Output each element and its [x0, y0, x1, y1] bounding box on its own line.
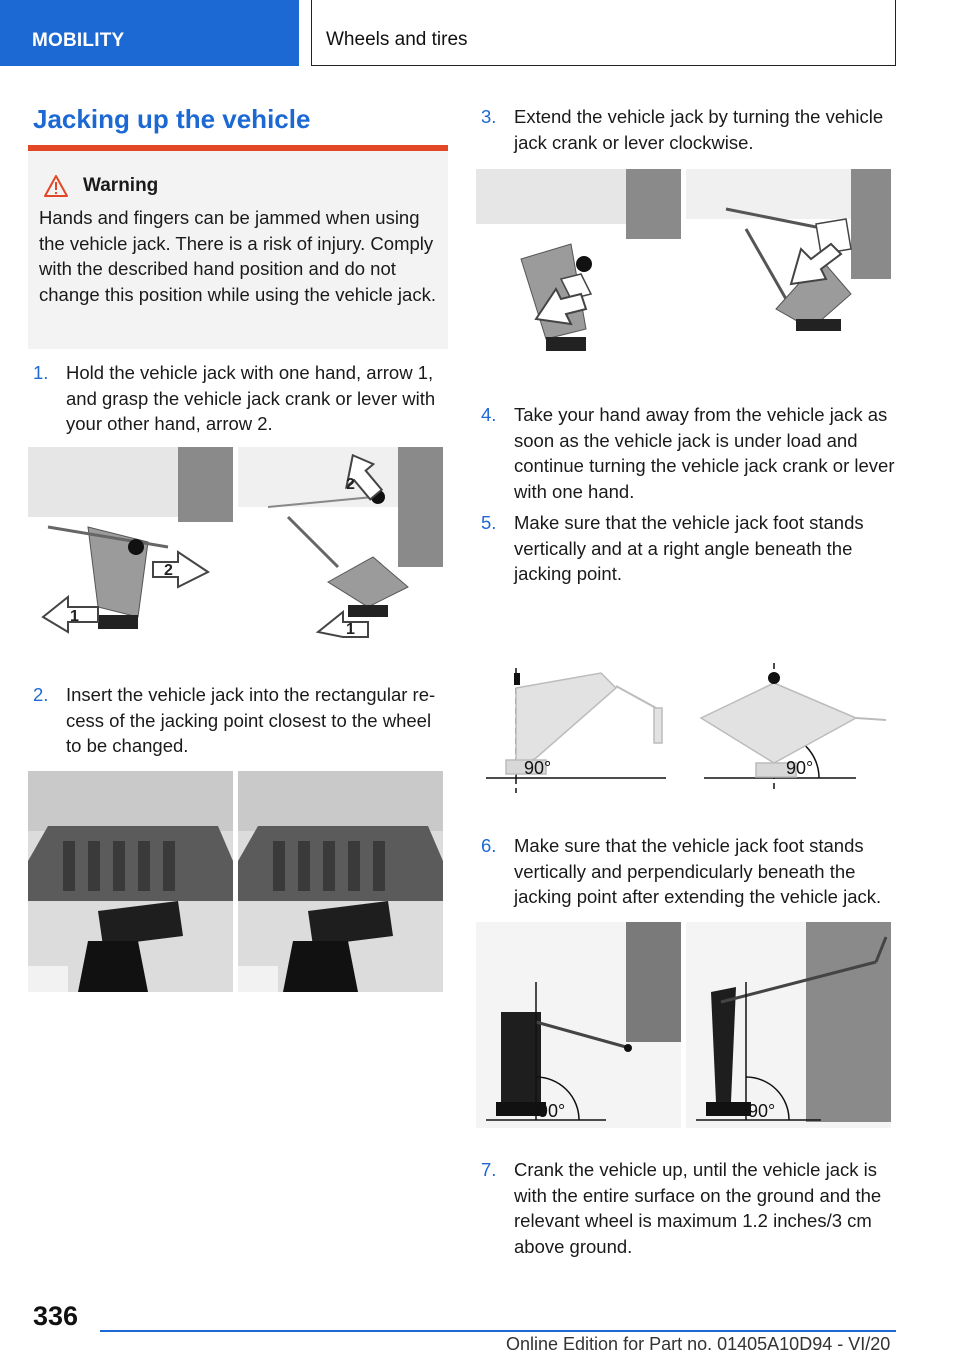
step-text: Take your hand away from the vehicle jack as soon as the vehicle jack is under load and continue turning the vehicle jack crank or lever with one hand. — [514, 404, 895, 502]
arrow-2-label-right: 2 — [346, 476, 355, 493]
warning-text: Hands and fingers can be jammed when using the vehicle jack. There is a risk of injury. Comply with the described hand position and do not change this position while using the vehicle jack. — [39, 207, 436, 305]
perpendicular-jack-illustration — [476, 922, 891, 1128]
step-text: Crank the vehicle up, until the vehicle jack is with the entire surface on the ground and the relevant wheel is maximum 1.2 inches/3 cm above ground. — [514, 1159, 882, 1257]
figure-extend-jack — [476, 169, 891, 359]
step-number: 5. — [481, 512, 497, 533]
warning-box — [28, 145, 448, 349]
page-number: 336 — [33, 1301, 79, 1331]
right-angle-diagram — [476, 648, 891, 796]
step-number: 4. — [481, 404, 497, 425]
jack-hold-illustration — [28, 447, 443, 640]
angle-label-left-photo: 90° — [538, 1101, 566, 1121]
step-number: 6. — [481, 835, 497, 856]
figure-perpendicular — [476, 922, 891, 1128]
angle-label-left: 90° — [524, 758, 552, 778]
footer-rule — [100, 1330, 896, 1332]
arrow-1-label-right: 1 — [346, 621, 355, 638]
warning-triangle-icon — [43, 174, 69, 198]
section-tab: MOBILITY — [0, 0, 299, 66]
chapter-title: Wheels and tires — [311, 0, 896, 66]
page-header — [0, 0, 960, 66]
step-number: 2. — [33, 684, 49, 705]
figure-right-angle — [476, 648, 891, 796]
figure-hold-jack — [28, 447, 443, 640]
page-title: Jacking up the vehicle — [33, 104, 311, 134]
step-text: Make sure that the vehicle jack foot stands vertically and at a right angle beneath the jacking point. — [514, 512, 864, 584]
step-text: Insert the vehicle jack into the rectangular recess of the jacking point closest to the wheel to be changed. — [66, 684, 436, 756]
warning-label: Warning — [83, 175, 159, 196]
step-number: 7. — [481, 1159, 497, 1180]
jack-extend-illustration — [476, 169, 891, 359]
edition-note: Online Edition for Part no. 01405A10D94 - VI/20 — [506, 1334, 891, 1354]
step-text: Make sure that the vehicle jack foot stands vertically and perpendicularly beneath the jacking point after extending the vehicle jack. — [514, 835, 882, 907]
arrow-2-label: 2 — [164, 562, 173, 579]
step-number: 3. — [481, 106, 497, 127]
figure-insert-jack — [28, 771, 443, 992]
warning-heading — [39, 171, 436, 201]
step-number: 1. — [33, 362, 49, 383]
step-text: Extend the vehicle jack by turning the vehicle jack crank or lever clockwise. — [514, 106, 884, 153]
angle-label-right-photo: 90° — [748, 1101, 776, 1121]
step-text: Hold the vehicle jack with one hand, arrow 1, and grasp the vehicle jack crank or lever with your other hand, arrow 2. — [66, 362, 436, 434]
arrow-1-label: 1 — [70, 608, 79, 625]
angle-label-right: 90° — [786, 758, 814, 778]
jacking-point-photo — [28, 771, 443, 992]
